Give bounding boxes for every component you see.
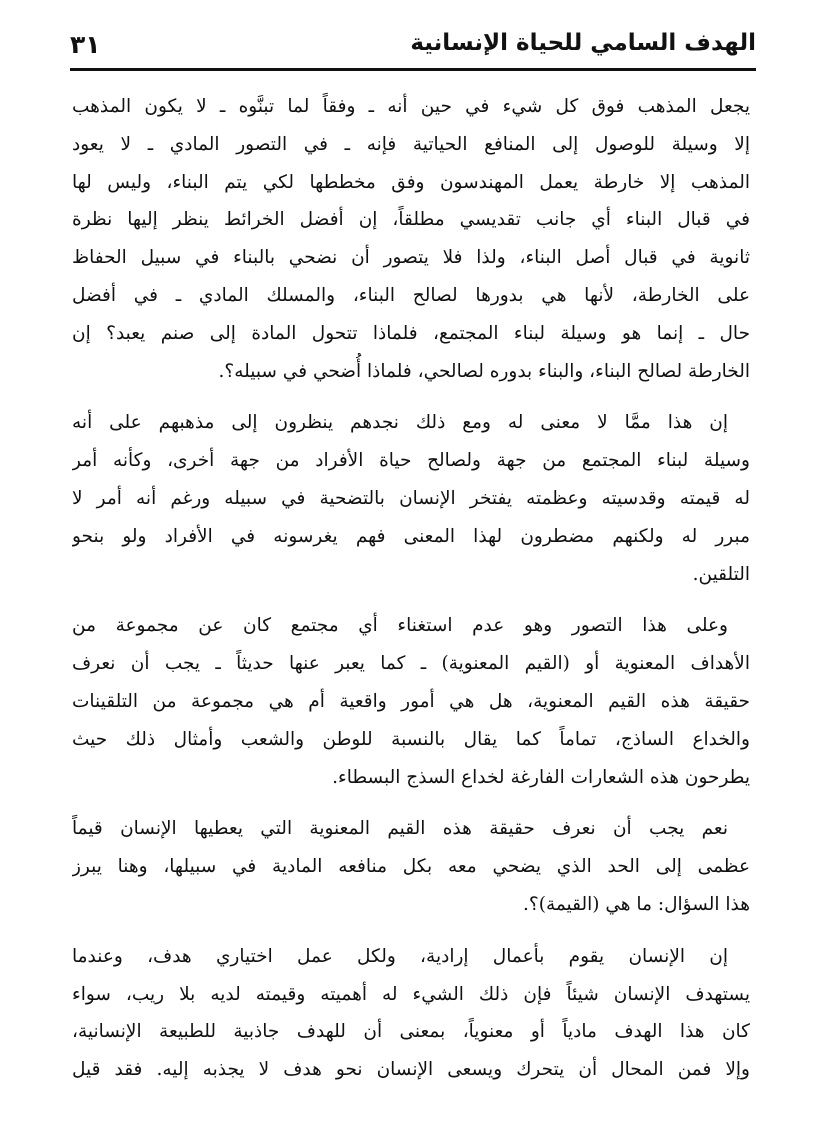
page-number: ٣١ xyxy=(70,30,101,59)
text-line: على الخارطة، لأنها هي بدورها لصالح البناء، والمسلك المادي ـ في أفضل xyxy=(72,284,750,306)
body-text xyxy=(72,88,750,1103)
text-line: نعم يجب أن نعرف حقيقة هذه القيم المعنوية التي يعطيها الإنسان قيماً xyxy=(72,818,728,840)
text-line: المذهب إلا خارطة يعمل المهندسون وفق مخططها لكي يتم البناء، وليس لها xyxy=(72,171,750,193)
paragraph xyxy=(72,607,750,796)
text-line: في قبال البناء أي جانب تقديسي مطلقاً، إن أفضل الخرائط ينظر إليها نظرة xyxy=(72,209,750,231)
text-line: عظمى إلى الحد الذي يضحي معه بكل منافعه المادية في سبيلها، وهنا يبرز xyxy=(72,856,750,878)
text-line: إلا وسيلة للوصول إلى المنافع الحياتية فإنه ـ في التصور المادي ـ لا يعود xyxy=(72,133,750,155)
text-line: حال ـ إنما هو وسيلة لبناء المجتمع، فلماذا تتحول المادة إلى صنم يعبد؟ إن xyxy=(72,322,750,344)
text-line: وإلا فمن المحال أن يتحرك ويسعى الإنسان نحو هدف لا يجذبه إليه. فقد قيل xyxy=(72,1059,750,1081)
paragraph xyxy=(72,88,750,390)
text-line: والخداع الساذج، تماماً كما يقال بالنسبة للوطن والشعب وأمثال ذلك حيث xyxy=(72,728,750,750)
text-line: له قيمته وقدسيته وعظمته يفتخر الإنسان بالتضحية في سبيله ورغم أنه أمر لا xyxy=(72,487,750,509)
paragraph xyxy=(72,404,750,593)
text-line: الخارطة لصالح البناء، والبناء بدوره لصالحي، فلماذا أُضحي في سبيله؟. xyxy=(218,360,750,382)
text-line: الأهداف المعنوية أو (القيم المعنوية) ـ كما يعبر عنها حديثاً ـ يجب أن نعرف xyxy=(72,653,750,675)
text-line: يستهدف الإنسان شيئاً فإن ذلك الشيء له أهميته وقيمته لديه بلا ريب، سواء xyxy=(72,983,750,1005)
text-line: التلقين. xyxy=(692,563,750,585)
text-line: وسيلة لبناء المجتمع من جهة ولصالح حياة الأفراد من جهة أخرى، وكأنه أمر xyxy=(72,450,750,472)
text-line: كان هذا الهدف مادياً أو معنوياً، بمعنى أن للهدف جاذبية للطبيعة الإنسانية، xyxy=(72,1021,750,1043)
text-line: ثانوية في قبال أصل البناء، ولذا فلا يتصور أن نضحي بالبناء في سبيل الحفاظ xyxy=(72,247,750,269)
text-line: وعلى هذا التصور وهو عدم استغناء أي مجتمع كان عن مجموعة من xyxy=(72,615,728,637)
text-line: يطرحون هذه الشعارات الفارغة لخداع السذج البسطاء. xyxy=(332,766,750,788)
text-line: إن هذا ممَّا لا معنى له ومع ذلك نجدهم ينظرون إلى مذهبهم على أنه xyxy=(72,412,728,434)
text-line: مبرر له ولكنهم مضطرون لهذا المعنى فهم يغرسونه في الأفراد ولو بنحو xyxy=(72,525,750,547)
running-header xyxy=(70,20,756,71)
text-line: حقيقة هذه القيم المعنوية، هل هي أمور واقعية أم هي مجموعة من التلقينات xyxy=(72,690,750,712)
paragraph xyxy=(72,810,750,923)
paragraph xyxy=(72,938,750,1089)
text-line: إن الإنسان يقوم بأعمال إرادية، ولكل عمل اختياري هدف، وعندما xyxy=(72,945,728,967)
text-line: يجعل المذهب فوق كل شيء في حين أنه ـ وفقاً لما تبنَّوه ـ لا يكون المذهب xyxy=(72,96,750,117)
text-line: هذا السؤال: ما هي (القيمة)؟. xyxy=(523,893,750,915)
header-title: الهدف السامي للحياة الإنسانية xyxy=(410,30,756,56)
